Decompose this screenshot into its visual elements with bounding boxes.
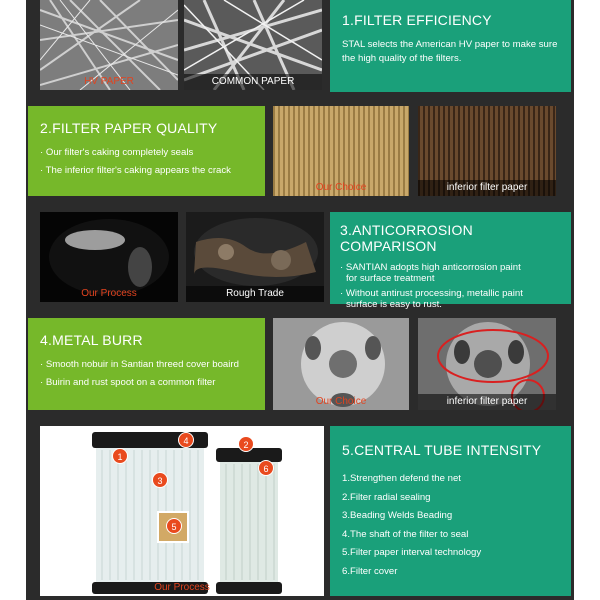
section-2-line-1: · Our filter's caking completely seals	[40, 147, 194, 158]
common-paper-photo	[184, 0, 322, 90]
section-2-panel	[28, 106, 265, 196]
callout-badge-5: 5	[166, 518, 182, 534]
left-margin	[0, 0, 26, 600]
our-choice-cover-caption: Our Choice	[315, 396, 367, 407]
rough-trade-photo	[186, 212, 324, 302]
filter-elements-photo	[40, 426, 324, 596]
callout-badge-2: 2	[238, 436, 254, 452]
list-item: 5.Filter paper interval technology	[342, 547, 482, 558]
list-item: 6.Filter cover	[342, 565, 398, 577]
list-item: 2.Filter radial sealing	[342, 491, 431, 503]
filter-elements-caption: Our Process	[154, 582, 210, 593]
section-1-title: 1.FILTER EFFICIENCY	[342, 12, 492, 28]
callout-badge-1: 1	[112, 448, 128, 464]
our-choice-paper-photo	[273, 106, 409, 196]
hv-paper-photo	[40, 0, 178, 90]
section-5-panel	[330, 426, 571, 596]
section-3-line-2a: · Without antirust processing, metallic paint	[340, 288, 523, 299]
inferior-paper-photo	[418, 106, 556, 196]
section-2-line-2: · The inferior filter's caking appears the crack	[40, 165, 231, 176]
smooth-cover-photo	[273, 318, 409, 410]
list-item: 3.Beading Welds Beading	[342, 510, 453, 521]
section-3-title: 3.ANTICORROSION COMPARISON	[340, 222, 473, 254]
list-item: 4.The shaft of the filter to seal	[342, 528, 469, 540]
inferior-paper-caption: inferior filter paper	[418, 180, 556, 196]
callout-badge-6: 6	[258, 460, 274, 476]
section-5-list	[342, 470, 561, 581]
section-3-line-1b: for surface treatment	[346, 273, 435, 284]
section-4-panel	[28, 318, 265, 410]
section-3-line-2b: surface is easy to rust.	[346, 299, 442, 310]
section-4-line-2: · Buirin and rust spoot on a common filter	[40, 377, 216, 388]
our-choice-caption: Our Choice	[315, 182, 367, 193]
section-4-line-1: · Smooth nobuir in Santian threed cover boaird	[40, 359, 239, 370]
section-2-title: 2.FILTER PAPER QUALITY	[40, 120, 218, 136]
inferior-cover-caption: inferior filter paper	[418, 394, 556, 410]
burr-cover-photo	[418, 318, 556, 410]
section-4-title: 4.METAL BURR	[40, 332, 143, 348]
section-3-panel	[330, 212, 571, 310]
hv-paper-caption: HV PAPER	[84, 76, 134, 87]
our-process-caption: Our Process	[81, 288, 137, 299]
section-1-text: STAL selects the American HV paper to make sure the high quality of the filters.	[342, 39, 558, 64]
callout-badge-3: 3	[152, 472, 168, 488]
callout-badge-4: 4	[178, 432, 194, 448]
list-item: 1.Strengthen defend the net	[342, 473, 461, 484]
our-process-photo	[40, 212, 178, 302]
rough-trade-caption: Rough Trade	[186, 286, 324, 302]
right-margin	[574, 0, 600, 600]
section-5-title: 5.CENTRAL TUBE INTENSITY	[342, 442, 542, 458]
section-1-panel	[330, 0, 571, 92]
section-3-line-1a: · SANTIAN adopts high anticorrosion paint	[340, 262, 521, 273]
common-paper-caption: COMMON PAPER	[184, 74, 322, 90]
